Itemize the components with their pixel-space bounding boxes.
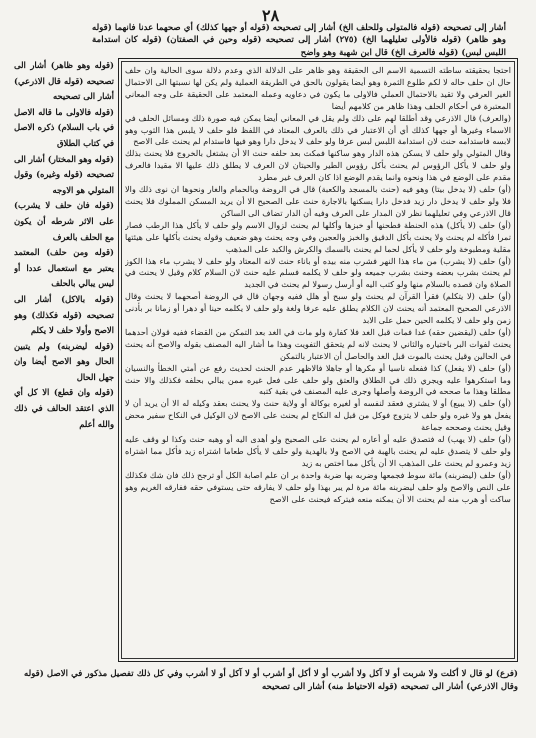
main-paragraph: (أو) حلف (ليضربنه) مائة سوط فجمعها وضربه بها ضربة واحدة بر ان علم اصابة الكل أو ترجح ذلك فان شك فكذلك على النص والاصح ولو حلف ليضربنه مائة مرة لم يبر بهذا ولو حلف لا يفارقه حتى يستوفي حقه ففارقه الغريم وهو ساكت أو هرب منه لم يحنث الا أن يمكنه منعه فيتركه فيحنث على الاصح: [125, 469, 511, 504]
margin-paragraph: (قوله وهو المختار) أشار الى تصحيحه (قوله وغيره) وقول المتولي هو الاوجه: [14, 153, 114, 195]
top-note: [92, 22, 506, 59]
margin-paragraph: (قوله فان حلف لا يشرب) على الاثر شرطه أن يكون مع الحلف بالعرف: [14, 200, 114, 242]
main-paragraph: وقال المتولي ولو حلف لا يسكن هذه الدار وهو ساكنها فمكث بعد حلفه حنث الا أن يشتغل بالخروج فلا يحنث بذلك ولو حلف لا يأكل الرؤوس لم يحنث بأكل رؤوس الطير والحيتان لان العرف لا يطلق ذلك عليها الا مقيدا فالعرف مقدم على الوضع في هذا ونحوه وانما يقدم الوضع اذا كان العرف غير مطرد: [125, 148, 511, 183]
main-paragraph: (أو) حلف (لا يتكلم) فقرأ القرآن لم يحنث ولو سبح أو هلل ففيه وجهان قال في الروضة أصحهما لا يحنث وقال الاذرعي الصحيح المعتمد أنه يحنث لان الكلام يطلق عليه عرفا ولغة ولو حلف لا يكلمه حينا أو دهرا أو زمانا بر بأدنى زمن ولو حلف لا يكلمه الحين حمل على الابد: [125, 291, 511, 326]
bottom-note-text: (فرع) لو قال لا أكلت ولا شربت أو لا آكل ولا أشرب أو لا أكل أو أشرب أو لا آكل أو لا أشرب وفي كل ذلك تفصيل مذكور في الاصل (قوله وقال الاذرعي) أشار الى تصحيحه (قوله الاحتياط منه) أشار الى تصحيحه: [24, 669, 518, 692]
margin-paragraph: (قوله بالاكل) أشار الى تصحيحه (قوله فكذلك) وهو الاصح وأولا حلف لا يكلم: [14, 293, 114, 336]
main-text-frame: [118, 58, 518, 662]
main-paragraph: (أو) حلف (لا يدخل بيتا) وهو فيه (حنث بالمسجد والكعبة) قال في الروضة وبالحمام والغار ونحوها ان نوى ذلك والا فلا ولو حلف لا يدخل دار زيد فدخل دارا يسكنها بالاجارة حنث على الصحيح الا أن يريد المسكن المملوك فلا يحنث قال الاذرعي وفي تعليلهما نظر لان المدار على العرف وفيه أن الدار تضاف الى الساكن: [125, 184, 511, 218]
page-number: ٢٨: [262, 6, 280, 25]
margin-paragraph: (قوله ومن حلف) المعتمد يعتبر مع استعمال عددا أو ليس يبالي بالحلف: [14, 247, 114, 289]
main-paragraph: احتجا بحقيقته ساطته التسمية الاسم الى الحقيقة وهو ظاهر على الدلالة الذي وعدم دلالة سوى الحالية وان حلف حال ان حلف حاله لا لكم طلوع الثمرة وهو أيضا يقولون بالحق في الطريقة العملية ولم يكن لها نسبتها الى الاحتمال الغير العرفي ولا تقيد بالاحتمال العملي فالاولى ما يكون في دعاويه وعمله المعتمد على الحقيقة على وجه المعاني المعتبرة في أحكام الحلف وهذا ظاهر من كلامهم أيضا: [125, 65, 511, 111]
margin-paragraph: (قوله وهو ظاهر) أشار الى تصحيحه (قوله قال الاذرعي) أشار الى تصحيحه: [14, 60, 114, 102]
margin-paragraph: (قوله وان قطع) الا كل أي الذي اعتقد الحالف في ذلك والله أعلم: [14, 387, 114, 429]
margin-paragraph: (قوله ليضربنه) ولم يتبين الحال وهو الاصح أيضا وان جهل الحال: [14, 340, 114, 382]
margin-paragraph: (قوله فالاولى ما قاله الاصل في باب السلام) ذكره الاصل في كتاب الطلاق: [14, 106, 114, 148]
margin-commentary: [14, 58, 114, 662]
main-text: [125, 65, 511, 655]
main-paragraph: (أو) حلف (لا يبيع) أو لا يشتري فعقد لنفسه أو لغيره بوكالة أو ولاية حنث ولا يحنث بعقد وكيله له الا أن يريد أن لا يفعل هو ولا غيره ولو حلف لا يتزوج فوكل من قبل له النكاح لم يحنث على الاصح لان الوكيل في النكاح سفير محض وقيل يحنث وصححه جماعة: [125, 398, 511, 433]
main-paragraph: (أو) حلف (لا يفعل) كذا ففعله ناسيا أو مكرها أو جاهلا فالاظهر عدم الحنث لحديث رفع عن أمتي الخطأ والنسيان وما استكرهوا عليه ويجري ذلك في الطلاق والعتق ولو حلف على فعل غيره ممن يبالي بحلفه فكذلك والا حنث مطلقا وهذا ما صححه في الروضة وأصلها وجرى عليه المصنف في بقية كتبه: [125, 362, 511, 397]
top-note-text: أشار إلى تصحيحه (قوله فالمتولى وللحلف الخ) أشار إلى تصحيحه (قوله أو جهها كذلك) أي صحهما عدنا فانهما (قوله وهو ظاهر) (قوله فالأولى تعليلهما الخ) (٢٧٥) أشار إلى تصحيحه (قوله وحين في الصفتان) (قوله كان استدامة اللبس لبس) (قوله فالعرف الخ) قال ابن شهبة وهو واضح: [92, 23, 507, 58]
main-paragraph: (أو) حلف (لا يأكل) هذه الحنطة فطحنها أو خبزها وأكلها لم يحنث لزوال الاسم ولو حلف لا يأكل هذا الرطب فصار تمرا فأكله لم يحنث ولا يحنث بأكل الدقيق والخبز والعجين وفي وجه يحنث وهو ضعيف وقوله يحنث بأكلها على هيئتها مقلية ومطبوخة ولو حلف لا يأكل لحما لم يحنث بالسمك والكرش والكبد على المذهب: [125, 219, 511, 254]
bottom-note: [24, 668, 518, 694]
main-paragraph: (أو) حلف (لا يهب) له فتصدق عليه أو أعاره لم يحنث على الصحيح ولو أهدى اليه أو وهبه حنث وكذا لو وقف عليه ولو حلف لا يتصدق عليه لم يحنث بالهبة في الاصح ولا بالهدية ولو حلف لا يأكل طعاما اشتراه زيد فأكل مما اشتراه زيد وعمرو لم يحنث على المذهب الا أن يأكل مما اختص به زيد: [125, 434, 511, 468]
main-paragraph: (أو) حلف (لا يشرب) من ماء هذا النهر فشرب منه بيده أو باناء حنث لانه المعتاد ولو حلف لا يشرب ماء هذا الكوز لم يحنث بشرب بعضه وحنث بشرب جميعه ولو حلف لا يكلمه فسلم عليه حنث لان السلام كلام وقيل لا يحنث في الصلاة وان قصده بالسلام منها ولو كتب اليه أو أرسل رسولا لم يحنث في الجديد: [125, 255, 511, 290]
main-paragraph: (أو) حلف (ليقضين حقه) غدا فمات قبل الغد فلا كفارة ولو مات في الغد بعد التمكن من القضاء ففيه قولان أحدهما يحنث لفوات البر باختياره والثاني لا يحنث لانه لم يتحقق التفويت وهذا ما أشار اليه المصنف بقوله والاصح أنه يحنث في الحالين وقيل يحنث بالموت قبل الغد والحاصل أن الاعتبار بالتمكن: [125, 326, 511, 361]
main-paragraph: (والعرف) قال الاذرعي وقد أطلقا لهم على ذلك ولم يقل في المعاني أيضا يمكن فيه صورة ذلك ومسائل الحلف في الاسماء وغيرها أو جهها كذلك أي أن الاعتبار في ذلك بالعرف المعتاد في اللفظ فلو حلف لا يلبس هذا الثوب وهو لابسه فاستدامه حنث لان استدامة اللبس لبس عرفا ولو حلف لا يدخل دارا وهو فيها فاستدام لم يحنث على الاصح: [125, 112, 511, 147]
